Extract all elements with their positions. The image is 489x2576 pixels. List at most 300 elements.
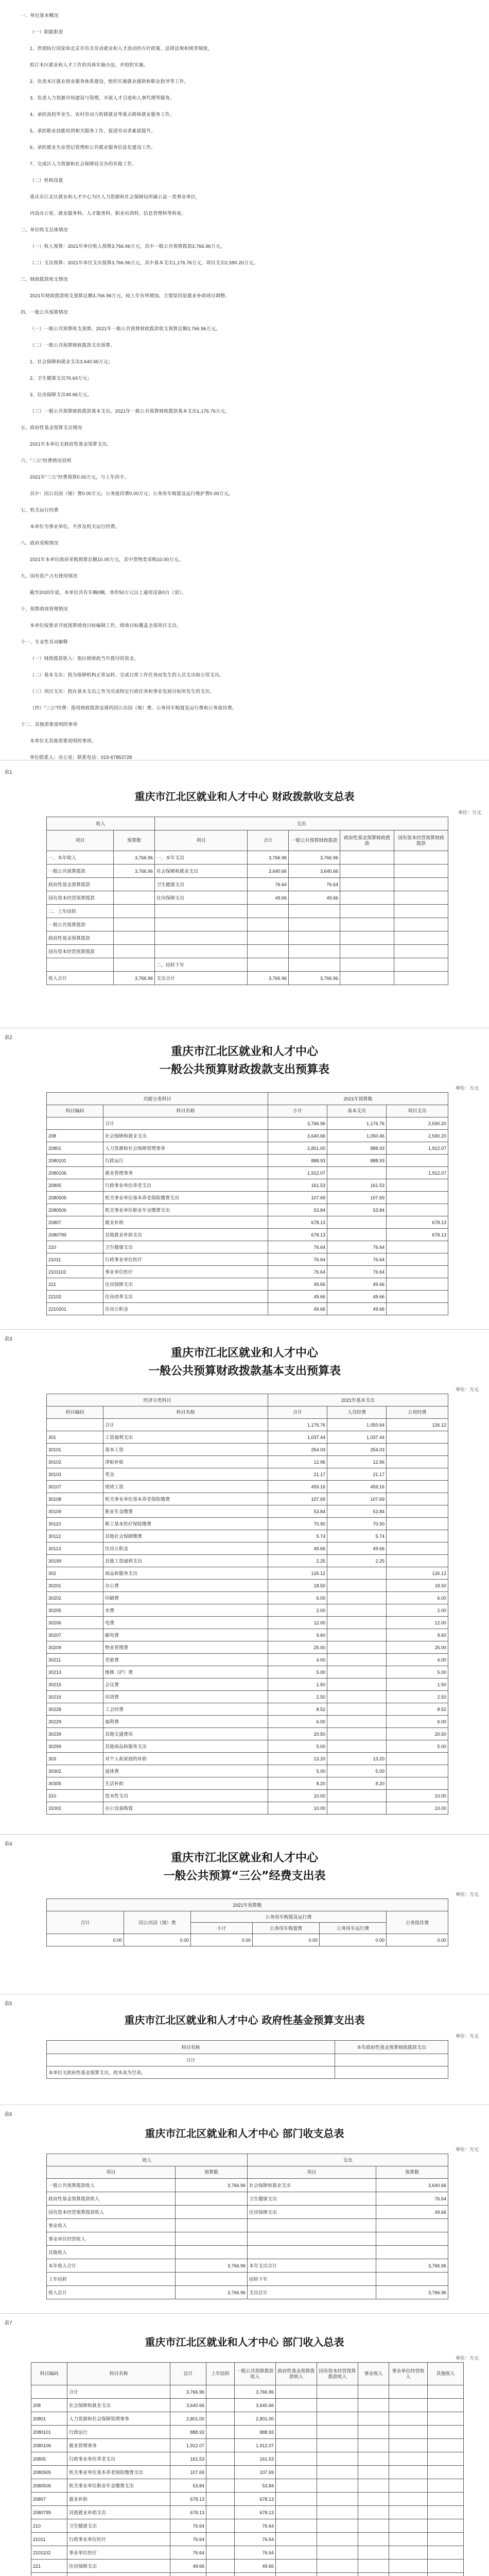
table7-cell: 888.93 <box>170 2426 206 2439</box>
table3-cell: 30213 <box>47 1666 103 1679</box>
table1-cell <box>394 878 448 891</box>
table6-title: 重庆市江北区就业和人才中心 部门收支总表 <box>145 2127 344 2140</box>
table3-cell: 30202 <box>47 1592 103 1604</box>
table3-title-line1: 重庆市江北区就业和人才中心 <box>170 1347 318 1360</box>
table4-cell: 0.00 <box>191 1934 253 1946</box>
table3-cell: 其他交通费用 <box>103 1728 268 1740</box>
table1-col-header: 项目 <box>155 831 248 851</box>
intro-line: （三）一般公共预算财政拨款基本支出。2021年一般公共预算财政拨款基本支出1,176.76万元。 <box>30 409 230 414</box>
intro-line: 重庆市江北区就业和人才中心为区人力资源和社会保障局所属公益一类事业单位， <box>30 194 201 199</box>
table7-cell: 76.64 <box>170 2546 206 2560</box>
table2-col-header: 项目支出 <box>387 1105 448 1117</box>
table-row <box>47 1278 448 1291</box>
table3-col-header: 合计 <box>268 1406 327 1419</box>
table-row <box>31 2506 464 2519</box>
table3-cell: 12.00 <box>268 1617 327 1629</box>
table7-cell <box>206 2506 235 2519</box>
table3-cell: 6.00 <box>268 1716 327 1728</box>
table2-cell <box>387 1291 448 1303</box>
table3-cell: 办公费 <box>103 1580 268 1592</box>
table7-tag: 表7 <box>4 2320 12 2326</box>
table5-note: 本单位无政府性基金预算支出，故本表为空表。 <box>47 2066 335 2079</box>
table6-col-header: 预算数 <box>176 2166 248 2179</box>
table3-cell: 30206 <box>47 1617 103 1629</box>
table-row <box>47 1530 448 1543</box>
table7-cell: 事业单位医疗 <box>67 2546 170 2560</box>
table1-cell: 49.66 <box>289 891 340 905</box>
table3-cell: 13.20 <box>268 1753 327 1765</box>
table3-cell: 31002 <box>47 1802 103 1815</box>
table2-cell: 行政事业单位医疗 <box>103 1253 268 1266</box>
table7-cell <box>317 2479 358 2493</box>
table1-cell: 3,766.96 <box>248 972 289 985</box>
table2-cell <box>327 1167 387 1179</box>
table1-cell <box>248 918 289 931</box>
table-row <box>47 1505 448 1518</box>
table3-cell: 基本工资 <box>103 1444 268 1456</box>
table7-cell: 行政事业单位养老支出 <box>67 2452 170 2466</box>
table2-cell: 20807 <box>47 1216 103 1229</box>
intro-line: （二）机构设置 <box>30 178 63 183</box>
table7-cell <box>317 2546 358 2560</box>
intro-line: 1、贯彻执行国家和北京市有关劳动就业和人才流动的方针政策、法律法规和规章制度， <box>30 46 213 51</box>
table6-cell: 3,766.96 <box>176 2179 248 2192</box>
intro-line: 2、负责本区就业创业服务体系建设，组织实施就业援助和职业指导等工作。 <box>30 79 189 84</box>
table6-cell: 3,766.96 <box>176 2259 248 2273</box>
table7-cell <box>389 2412 428 2426</box>
table7-cell: 就业管理事务 <box>67 2439 170 2452</box>
table7-cell <box>428 2412 464 2426</box>
table1-cell <box>114 905 155 918</box>
intro-line: （一）收入预算：2021年单位收入预算3,766.96万元，其中一般公共预算拨款3,766.96万元。 <box>30 244 225 249</box>
table7-cell <box>389 2560 428 2573</box>
table2-cell: 678.13 <box>387 1216 448 1229</box>
table7-cell: 行政事业单位医疗 <box>67 2533 170 2546</box>
table3-cell: 8.52 <box>387 1703 448 1716</box>
table6-cell: 住房保障支出 <box>248 2206 376 2219</box>
table3-cell <box>327 1567 387 1580</box>
table7-cell <box>206 2533 235 2546</box>
table1-cell <box>289 918 340 931</box>
table7-cell <box>428 2385 464 2399</box>
table2-cell: 机关事业单位基本养老保险缴费支出 <box>103 1192 268 1204</box>
intro-line: （三）项目支出：指在基本支出之外为完成特定行政任务和事业发展目标所发生的支出。 <box>30 689 215 694</box>
table3-cell: 459.16 <box>327 1481 387 1493</box>
table7-cell: 76.64 <box>235 2546 276 2560</box>
table7-cell: 20801 <box>31 2412 67 2426</box>
table-row <box>31 2573 464 2576</box>
table2-cell <box>387 1204 448 1216</box>
table1-col-header: 预算数 <box>114 831 155 851</box>
table2-cell: 3,640.66 <box>268 1130 327 1142</box>
table2-cell: 2080506 <box>47 1204 103 1216</box>
table3-cell: 奖金 <box>103 1468 268 1481</box>
table1-cell <box>114 918 155 931</box>
table2-cell: 2101102 <box>47 1266 103 1278</box>
table2-cell: 49.66 <box>327 1303 387 1315</box>
table1-cell <box>394 891 448 905</box>
table6-cell <box>176 2246 248 2259</box>
table1-cell: 政府性基金预算拨款 <box>47 878 114 891</box>
table1-cell: 3,640.66 <box>248 865 289 878</box>
table4-title-line1: 重庆市江北区就业和人才中心 <box>170 1852 318 1865</box>
table7-cell <box>206 2519 235 2533</box>
table2-cell: 20805 <box>47 1179 103 1192</box>
table3-cell: 2.00 <box>387 1604 448 1617</box>
table1-cell <box>114 931 155 945</box>
table3-cell: 310 <box>47 1790 103 1802</box>
table2-cell <box>387 1192 448 1204</box>
table7-cell <box>206 2412 235 2426</box>
table3-cell <box>327 1654 387 1666</box>
table1-tag: 表1 <box>4 770 12 775</box>
table7-cell <box>428 2466 464 2479</box>
section-divider <box>0 1834 489 1835</box>
table1-cell <box>340 945 394 958</box>
table6-cell: 政府性基金预算拨款收入 <box>47 2192 176 2206</box>
table3-cell: 30299 <box>47 1740 103 1753</box>
table-row <box>47 1641 448 1654</box>
table3-cell: 会议费 <box>103 1679 268 1691</box>
table1-cell <box>394 945 448 958</box>
table1-cell: 3,640.66 <box>289 865 340 878</box>
table2-cell <box>47 1117 103 1130</box>
table-row <box>47 1253 448 1266</box>
table-row <box>47 1790 448 1802</box>
table-row <box>31 2399 464 2412</box>
table7-cell <box>389 2573 428 2576</box>
table6-cell: 事业收入 <box>47 2219 176 2232</box>
table3-cell: 5.00 <box>268 1765 327 1777</box>
table3-cell: 5.74 <box>327 1530 387 1543</box>
table1-cell <box>289 905 340 918</box>
table7-cell <box>276 2452 317 2466</box>
table3-cell: 254.03 <box>327 1444 387 1456</box>
table3-cell <box>327 1679 387 1691</box>
intro-line: 2、卫生健康支出76.64万元； <box>30 376 92 381</box>
table3-cell: 物业管理费 <box>103 1641 268 1654</box>
table7-cell: 76.64 <box>170 2533 206 2546</box>
table7-cell <box>317 2493 358 2506</box>
table3-cell: 126.12 <box>387 1419 448 1431</box>
table-row <box>31 2560 464 2573</box>
table2-cell: 社会保障和就业支出 <box>103 1130 268 1142</box>
table3-cell: 30113 <box>47 1543 103 1555</box>
func-class-header: 功能分类科目 <box>47 1093 268 1105</box>
table6-cell: 3,766.96 <box>176 2286 248 2299</box>
table7-col-header: 其他收入 <box>428 2363 464 2385</box>
table-row <box>31 2439 464 2452</box>
table-row <box>47 2273 448 2286</box>
table1-cell <box>340 891 394 905</box>
table7-cell: 678.13 <box>170 2493 206 2506</box>
table6-cell: 其他收入 <box>47 2246 176 2259</box>
intro-line: 本单位无其他需要说明的事项。 <box>30 738 96 743</box>
table2-cell: 76.64 <box>268 1241 327 1253</box>
table7-cell: 76.64 <box>235 2533 276 2546</box>
table2-cell: 就业管理事务 <box>103 1167 268 1179</box>
table1-cell: 76.64 <box>248 878 289 891</box>
table3-cell: 107.69 <box>268 1493 327 1505</box>
table2-cell: 住房改革支出 <box>103 1291 268 1303</box>
table-row <box>31 2466 464 2479</box>
table3-cell: 53.84 <box>268 1505 327 1518</box>
table1-cell <box>114 878 155 891</box>
table7-cell <box>276 2466 317 2479</box>
table1-col-header: 政府性基金预算财政拨款 <box>340 831 394 851</box>
table3-cell: 机关事业单位基本养老保险缴费 <box>103 1493 268 1505</box>
table-row <box>47 1444 448 1456</box>
table3-cell: 30107 <box>47 1481 103 1493</box>
table3-cell: 21.17 <box>327 1468 387 1481</box>
table3-cell: 12.96 <box>268 1456 327 1468</box>
table2-cell: 其他就业补助支出 <box>103 1229 268 1241</box>
basic-year-header: 2021年基本支出 <box>268 1394 448 1406</box>
table7-cell: 49.66 <box>235 2560 276 2573</box>
table6-income-header: 收入 <box>47 2154 248 2166</box>
table2-cell: 888.93 <box>327 1142 387 1155</box>
table6-cell: 收入总计 <box>47 2286 176 2299</box>
table1-cell: 支出合计 <box>155 972 248 985</box>
table7-cell <box>31 2385 67 2399</box>
table7-cell <box>235 2573 276 2576</box>
table3-cell: 126.12 <box>387 1567 448 1580</box>
table3-cell <box>327 1580 387 1592</box>
table7-cell <box>276 2546 317 2560</box>
table4-sub-purchase: 公务用车购置费 <box>253 1923 320 1934</box>
table7-cell <box>389 2426 428 2439</box>
table-row <box>47 1130 448 1142</box>
table7-cell <box>358 2573 389 2576</box>
table7-cell <box>358 2506 389 2519</box>
intro-line: 五、政府性基金预算支出情况 <box>21 425 82 430</box>
table7-cell <box>206 2573 235 2576</box>
table7-cell: 机关事业单位职业年金缴费支出 <box>67 2479 170 2493</box>
table3-cell: 1,037.44 <box>268 1431 327 1444</box>
table4-three-public-expense <box>46 1899 448 1946</box>
table7-cell <box>317 2573 358 2576</box>
table7-col-header: 政府性基金预算拨款收入 <box>276 2363 317 2385</box>
table5-total-label: 合计 <box>47 2054 335 2066</box>
table1-cell: 二、结转下年 <box>155 958 248 972</box>
table3-cell <box>327 1604 387 1617</box>
table6-dept-revenue-expense <box>46 2154 448 2299</box>
table-row <box>47 1167 448 1179</box>
table4-cell: 0.00 <box>387 1934 448 1946</box>
table-row <box>47 1567 448 1580</box>
table3-cell <box>387 1481 448 1493</box>
table6-cell <box>376 2246 448 2259</box>
table7-cell <box>428 2533 464 2546</box>
intro-line: 十一、专业性名词解释 <box>21 639 68 645</box>
table2-cell: 53.84 <box>327 1204 387 1216</box>
table3-cell: 70.90 <box>327 1518 387 1530</box>
table2-cell: 107.69 <box>327 1192 387 1204</box>
table5-total-value <box>335 2054 448 2066</box>
table3-cell: 退休费 <box>103 1765 268 1777</box>
table1-unit: 单位：万元 <box>458 810 482 815</box>
table2-cell: 49.66 <box>268 1278 327 1291</box>
table3-cell <box>327 1716 387 1728</box>
table7-cell: 3,640.66 <box>235 2399 276 2412</box>
table5-unit: 单位：万元 <box>456 2033 479 2039</box>
table7-cell <box>389 2533 428 2546</box>
table2-cell: 76.64 <box>268 1266 327 1278</box>
table6-cell <box>176 2206 248 2219</box>
table-row <box>47 1241 448 1253</box>
table6-expense-header: 支出 <box>248 2154 448 2166</box>
intro-line: 八、政府采购情况 <box>21 540 59 546</box>
table-row <box>47 1703 448 1716</box>
table2-cell: 20801 <box>47 1142 103 1155</box>
table3-cell: 30108 <box>47 1493 103 1505</box>
table5-tag: 表5 <box>4 2001 12 2007</box>
table3-cell: 30239 <box>47 1728 103 1740</box>
table7-cell <box>276 2385 317 2399</box>
table7-unit: 单位：万元 <box>456 2355 479 2361</box>
table-row <box>47 1679 448 1691</box>
table2-cell: 1,912.07 <box>268 1167 327 1179</box>
table2-cell <box>387 1266 448 1278</box>
table3-cell: 2.25 <box>327 1555 387 1567</box>
table3-cell <box>327 1592 387 1604</box>
table3-cell: 对个人和家庭的补助 <box>103 1753 268 1765</box>
table7-cell <box>31 2573 67 2576</box>
intro-line: 本单位为事业单位，不涉及机关运行经费。 <box>30 524 120 529</box>
table1-cell: 住房保障支出 <box>155 891 248 905</box>
table7-cell <box>428 2506 464 2519</box>
table6-cell <box>176 2219 248 2232</box>
table2-title-line2: 一般公共预算财政拨款支出预算表 <box>159 1063 329 1076</box>
table7-cell: 3,766.96 <box>235 2385 276 2399</box>
table-row <box>47 1229 448 1241</box>
table3-cell: 6.00 <box>268 1592 327 1604</box>
table2-col-header: 科目名称 <box>103 1105 268 1117</box>
intro-line: 4、承担高校毕业生、农村劳动力转移就业等重点群体就业服务工作。 <box>30 112 175 117</box>
table7-cell: 行政运行 <box>67 2426 170 2439</box>
table7-cell <box>317 2426 358 2439</box>
table2-cell: 2,590.20 <box>387 1117 448 1130</box>
table1-cell <box>340 918 394 931</box>
table6-cell: 上年结转 <box>47 2273 176 2286</box>
table-row <box>47 1617 448 1629</box>
table6-col-header: 项目 <box>248 2166 376 2179</box>
table3-cell <box>387 1431 448 1444</box>
table-row <box>47 945 448 958</box>
table3-cell: 10.00 <box>268 1802 327 1815</box>
table6-cell: 一般公共预算拨款收入 <box>47 2179 176 2192</box>
table7-cell: 其他就业补助支出 <box>67 2506 170 2519</box>
table6-cell <box>176 2232 248 2246</box>
table7-cell <box>389 2519 428 2533</box>
table6-cell: 49.66 <box>376 2206 448 2219</box>
table2-cell: 2080106 <box>47 1167 103 1179</box>
table3-cell <box>327 1629 387 1641</box>
table1-cell <box>47 958 114 972</box>
table2-cell: 事业单位医疗 <box>103 1266 268 1278</box>
table3-cell: 21.17 <box>268 1468 327 1481</box>
intro-line: 3、住房保障支出49.66万元。 <box>30 392 92 397</box>
table1-col-header: 合计 <box>248 831 289 851</box>
table-row <box>47 2219 448 2232</box>
table1-cell <box>114 891 155 905</box>
table7-cell: 53.84 <box>170 2479 206 2493</box>
table2-cell: 76.64 <box>268 1253 327 1266</box>
table4-cell: 0.00 <box>124 1934 191 1946</box>
table2-col-header: 小计 <box>268 1105 327 1117</box>
table7-cell <box>428 2452 464 2466</box>
table-row <box>47 2179 448 2192</box>
table7-cell <box>358 2519 389 2533</box>
intro-line: 3、负责人力资源市场建设与管理，开展人才引进和人事代理等服务。 <box>30 95 175 100</box>
table7-cell: 卫生健康支出 <box>67 2519 170 2533</box>
table3-cell: 其他商品和服务支出 <box>103 1740 268 1753</box>
table1-cell: 3,766.96 <box>114 851 155 865</box>
table7-cell: 221 <box>31 2560 67 2573</box>
table2-col-header: 基本支出 <box>327 1105 387 1117</box>
table7-cell <box>317 2560 358 2573</box>
table7-cell <box>206 2493 235 2506</box>
table7-cell: 机关事业单位基本养老保险缴费支出 <box>67 2466 170 2479</box>
table2-cell: 21011 <box>47 1253 103 1266</box>
table7-cell <box>428 2519 464 2533</box>
table7-cell <box>358 2546 389 2560</box>
table-row <box>47 1142 448 1155</box>
table6-cell: 76.64 <box>376 2192 448 2206</box>
table3-cell <box>387 1530 448 1543</box>
table1-cell: 3,766.96 <box>114 972 155 985</box>
table-row <box>47 1802 448 1815</box>
table7-cell: 1,912.07 <box>235 2439 276 2452</box>
table3-cell: 13.20 <box>327 1753 387 1765</box>
table2-cell: 3,766.96 <box>268 1117 327 1130</box>
table3-cell: 办公设备购置 <box>103 1802 268 1815</box>
table3-cell: 303 <box>47 1753 103 1765</box>
table3-cell: 30302 <box>47 1765 103 1777</box>
table7-cell <box>170 2573 206 2576</box>
table1-cell <box>155 918 248 931</box>
table5-col-name: 科目名称 <box>47 2041 335 2054</box>
table7-cell <box>317 2399 358 2412</box>
table7-cell <box>389 2479 428 2493</box>
table7-cell <box>276 2493 317 2506</box>
table2-cell: 1,912.07 <box>387 1142 448 1155</box>
table-row <box>47 2246 448 2259</box>
table-row <box>47 1204 448 1216</box>
table7-cell <box>358 2493 389 2506</box>
table2-cell: 1,050.46 <box>327 1130 387 1142</box>
table7-cell <box>317 2385 358 2399</box>
table4-col-vehicle: 公务用车购置及运行费 <box>191 1911 387 1923</box>
table2-cell: 2080505 <box>47 1192 103 1204</box>
table7-cell: 53.84 <box>235 2479 276 2493</box>
table7-cell: 住房保障支出 <box>67 2560 170 2573</box>
table1-cell <box>394 851 448 865</box>
table2-cell: 161.53 <box>268 1179 327 1192</box>
table2-cell: 49.66 <box>268 1303 327 1315</box>
table2-cell: 2210201 <box>47 1303 103 1315</box>
table3-cell: 30199 <box>47 1555 103 1567</box>
intro-line: 十二、其他需要说明的事项 <box>21 722 78 727</box>
table4-cell: 0.00 <box>47 1934 124 1946</box>
table-row <box>31 2533 464 2546</box>
table7-cell <box>317 2519 358 2533</box>
table7-cell <box>276 2506 317 2519</box>
table1-cell: 一般公共预算拨款 <box>47 865 114 878</box>
table1-cell: 二、上年结转 <box>47 905 114 918</box>
table3-cell: 住房公积金 <box>103 1543 268 1555</box>
table1-cell <box>289 945 340 958</box>
